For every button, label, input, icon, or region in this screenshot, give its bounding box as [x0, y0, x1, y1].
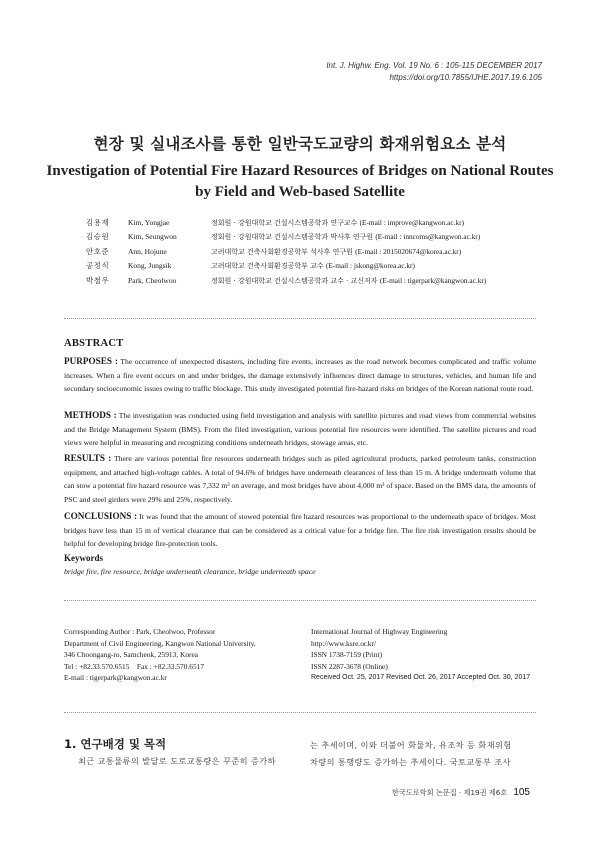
results-label: RESULTS : — [64, 453, 112, 463]
received-date: Oct. 25, 2017 — [342, 674, 385, 682]
section-heading: 1. 연구배경 및 목적 — [64, 737, 167, 751]
journal-website[interactable]: http://www.ksre.or.kr/ — [311, 638, 377, 648]
author-affiliation — [211, 216, 464, 230]
article-dates — [311, 672, 530, 684]
author-name-en: Kong, Jungsik — [128, 261, 172, 271]
affiliation-text: 고려대학교 건축사회환경공학부 석사후 연구원 — [211, 247, 353, 256]
methods-text: The investigation was conducted using field investigation and analysis with satellite pictures and road views from commercial websites and the Bridge Management System (BMS). From the filed investigation, various potential fire resources were identified. The satellite pictures and road views were helpful in measuring and recognizing conditions underneath bridges, stowage areas, etc. — [64, 411, 537, 448]
journal-header — [326, 60, 542, 84]
author-email: (E-mail : inncoms@kangwon.ac.kr) — [375, 232, 481, 242]
body-text-left: 최근 교통물류의 발달로 도로교통량은 꾸준히 증가하 — [78, 756, 276, 766]
author-name-ko: 박철우 — [86, 275, 110, 285]
affiliation-text: 정회원 · 강원대학교 건설시스템공학과 교수 · 교신저자 — [211, 276, 378, 285]
revised-label: Revised — [386, 674, 412, 682]
author-row — [86, 245, 486, 259]
author-affiliation — [211, 274, 486, 288]
author-row — [86, 216, 486, 230]
english-title: Investigation of Potential Fire Hazard Resources of Bridges on National Routes by Field and Web-based Satellite — [46, 163, 554, 200]
keywords-text: bridge fire, fire resource, bridge underneath clearance, bridge underneath space — [64, 567, 316, 576]
author-affiliation — [211, 245, 461, 259]
doi-link[interactable]: https://doi.org/10.7855/IJHE.2017.19.6.105 — [389, 73, 542, 82]
correspondence-line: Department of Civil Engineering, Kangwon National University, — [64, 638, 256, 648]
author-name-en: Kim, Yongjae — [128, 218, 170, 227]
correspondence-line: Corresponding Author : Park, Cheolwoo, Professor — [64, 627, 216, 636]
author-list — [86, 216, 486, 288]
author-email: (E-mail : improve@kangwon.ac.kr) — [359, 218, 464, 227]
author-name-ko: 안호준 — [86, 246, 110, 256]
journal-name: International Journal of Highway Engineering — [311, 627, 448, 636]
journal-info-block — [311, 626, 530, 684]
page-number: 105 — [513, 787, 530, 798]
corresponding-author-block — [64, 626, 256, 684]
correspondence-line: Tel : +82.33.570.6515 Fax : +82.33.570.6517 — [64, 661, 205, 671]
author-row — [86, 259, 486, 273]
author-name-ko: 공정식 — [86, 261, 110, 271]
abstract-conclusions — [64, 510, 536, 551]
results-text: There are various potential fire resources underneath bridges such as piled agricultural products, parked petroleum tanks, construction equipment, and attached high-voltage cables. A total of 94.6% of bridges have underneath clearances of less than 15 m. A bridge underneath volume that can stow a potential fire hazard resource was 7,332 m³ on average, and most bridges have about 4,000 m³ of space. Based on the BMS data, the amounts of PSC and steel girders were 29% and 25%, respectively. — [64, 454, 536, 504]
journal-reference: Int. J. Highw. Eng. Vol. 19 No. 6 : 105-115 DECEMBER 2017 — [326, 61, 542, 70]
accepted-date: Oct. 30, 2017 — [488, 674, 531, 682]
purposes-label: PURPOSES : — [64, 356, 118, 366]
divider — [64, 600, 536, 601]
issn-online: ISSN 2287-3678 (Online) — [311, 661, 388, 671]
author-email: (E-mail : jskong@korea.ac.kr) — [325, 261, 415, 271]
revised-date: Oct. 26, 2017 — [413, 674, 456, 682]
keywords-heading: Keywords — [64, 553, 103, 563]
affiliation-text: 정회원 · 강원대학교 건설시스템공학과 박사후 연구원 — [211, 233, 374, 242]
body-text-right-line1: 는 추세이며, 이와 더불어 화물차, 유조차 등 화재위험 — [310, 740, 512, 750]
author-affiliation — [211, 259, 415, 273]
abstract-heading: ABSTRACT — [64, 338, 124, 349]
accepted-label: Accepted — [456, 674, 487, 682]
issn-print: ISSN 1738-7159 (Print) — [311, 650, 383, 660]
page-footer — [392, 787, 530, 798]
footer-journal: 한국도로학회 논문집 · 제19권 제6호 — [391, 788, 508, 797]
author-affiliation — [211, 230, 480, 244]
affiliation-text: 정회원 · 강원대학교 건설시스템공학과 연구교수 — [211, 219, 358, 227]
abstract-methods — [64, 409, 536, 450]
author-row — [86, 274, 486, 288]
correspondence-line: 346 Choongang-ro, Samcheok, 25913, Korea — [64, 650, 199, 660]
abstract-purposes — [64, 355, 536, 396]
divider — [64, 712, 536, 713]
conclusions-label: CONCLUSIONS : — [64, 511, 138, 521]
received-label: Received — [311, 674, 341, 682]
conclusions-text: It was found that the amount of stowed potential fire hazard resources was proportional to the underneath space of bridges. Most bridges have less than 15 m of vertical clearance that can be considered as a critical value for a bridge fire. The fire risk investigation results should be helpful for developing bridge fire-protection tools. — [64, 512, 536, 549]
author-email: (E-mail : 2015020674@korea.ac.kr) — [355, 246, 462, 256]
divider — [64, 318, 536, 319]
abstract-results — [64, 452, 536, 506]
author-name-ko: 김승원 — [86, 232, 110, 242]
author-name-en: Ann, Hojune — [128, 246, 167, 256]
methods-label: METHODS : — [64, 410, 117, 420]
author-email: (E-mail : tigerpark@kangwon.ac.kr) — [379, 275, 487, 285]
author-name-en: Kim, Seungwon — [128, 232, 177, 242]
body-text-right-line2: 차량의 통행량도 증가하는 추세이다. 국토교통부 조사 — [310, 757, 511, 767]
author-name-en: Park, Cheolwoo — [128, 275, 177, 285]
purposes-text: The occurrence of unexpected disasters, including fire events, increases as the road network becomes complicated and traffic volume increases. When a fire event occurs on and under bridges, the damage extensively influences direct damage to structures, vehicles, and human life and secondary socioeconomic issues owing to traffic blockage. This study investigated potential fire-hazard risks on bridges of the Korean national route road. — [64, 357, 536, 394]
author-row — [86, 230, 486, 244]
affiliation-text: 고려대학교 건축사회환경공학부 교수 — [211, 262, 324, 271]
korean-title: 현장 및 실내조사를 통한 일반국도교량의 화재위험요소 분석 — [93, 135, 507, 153]
correspondence-email[interactable]: E-mail : tigerpark@kangwon.ac.kr — [64, 673, 167, 683]
author-name-ko: 김용재 — [86, 218, 110, 227]
